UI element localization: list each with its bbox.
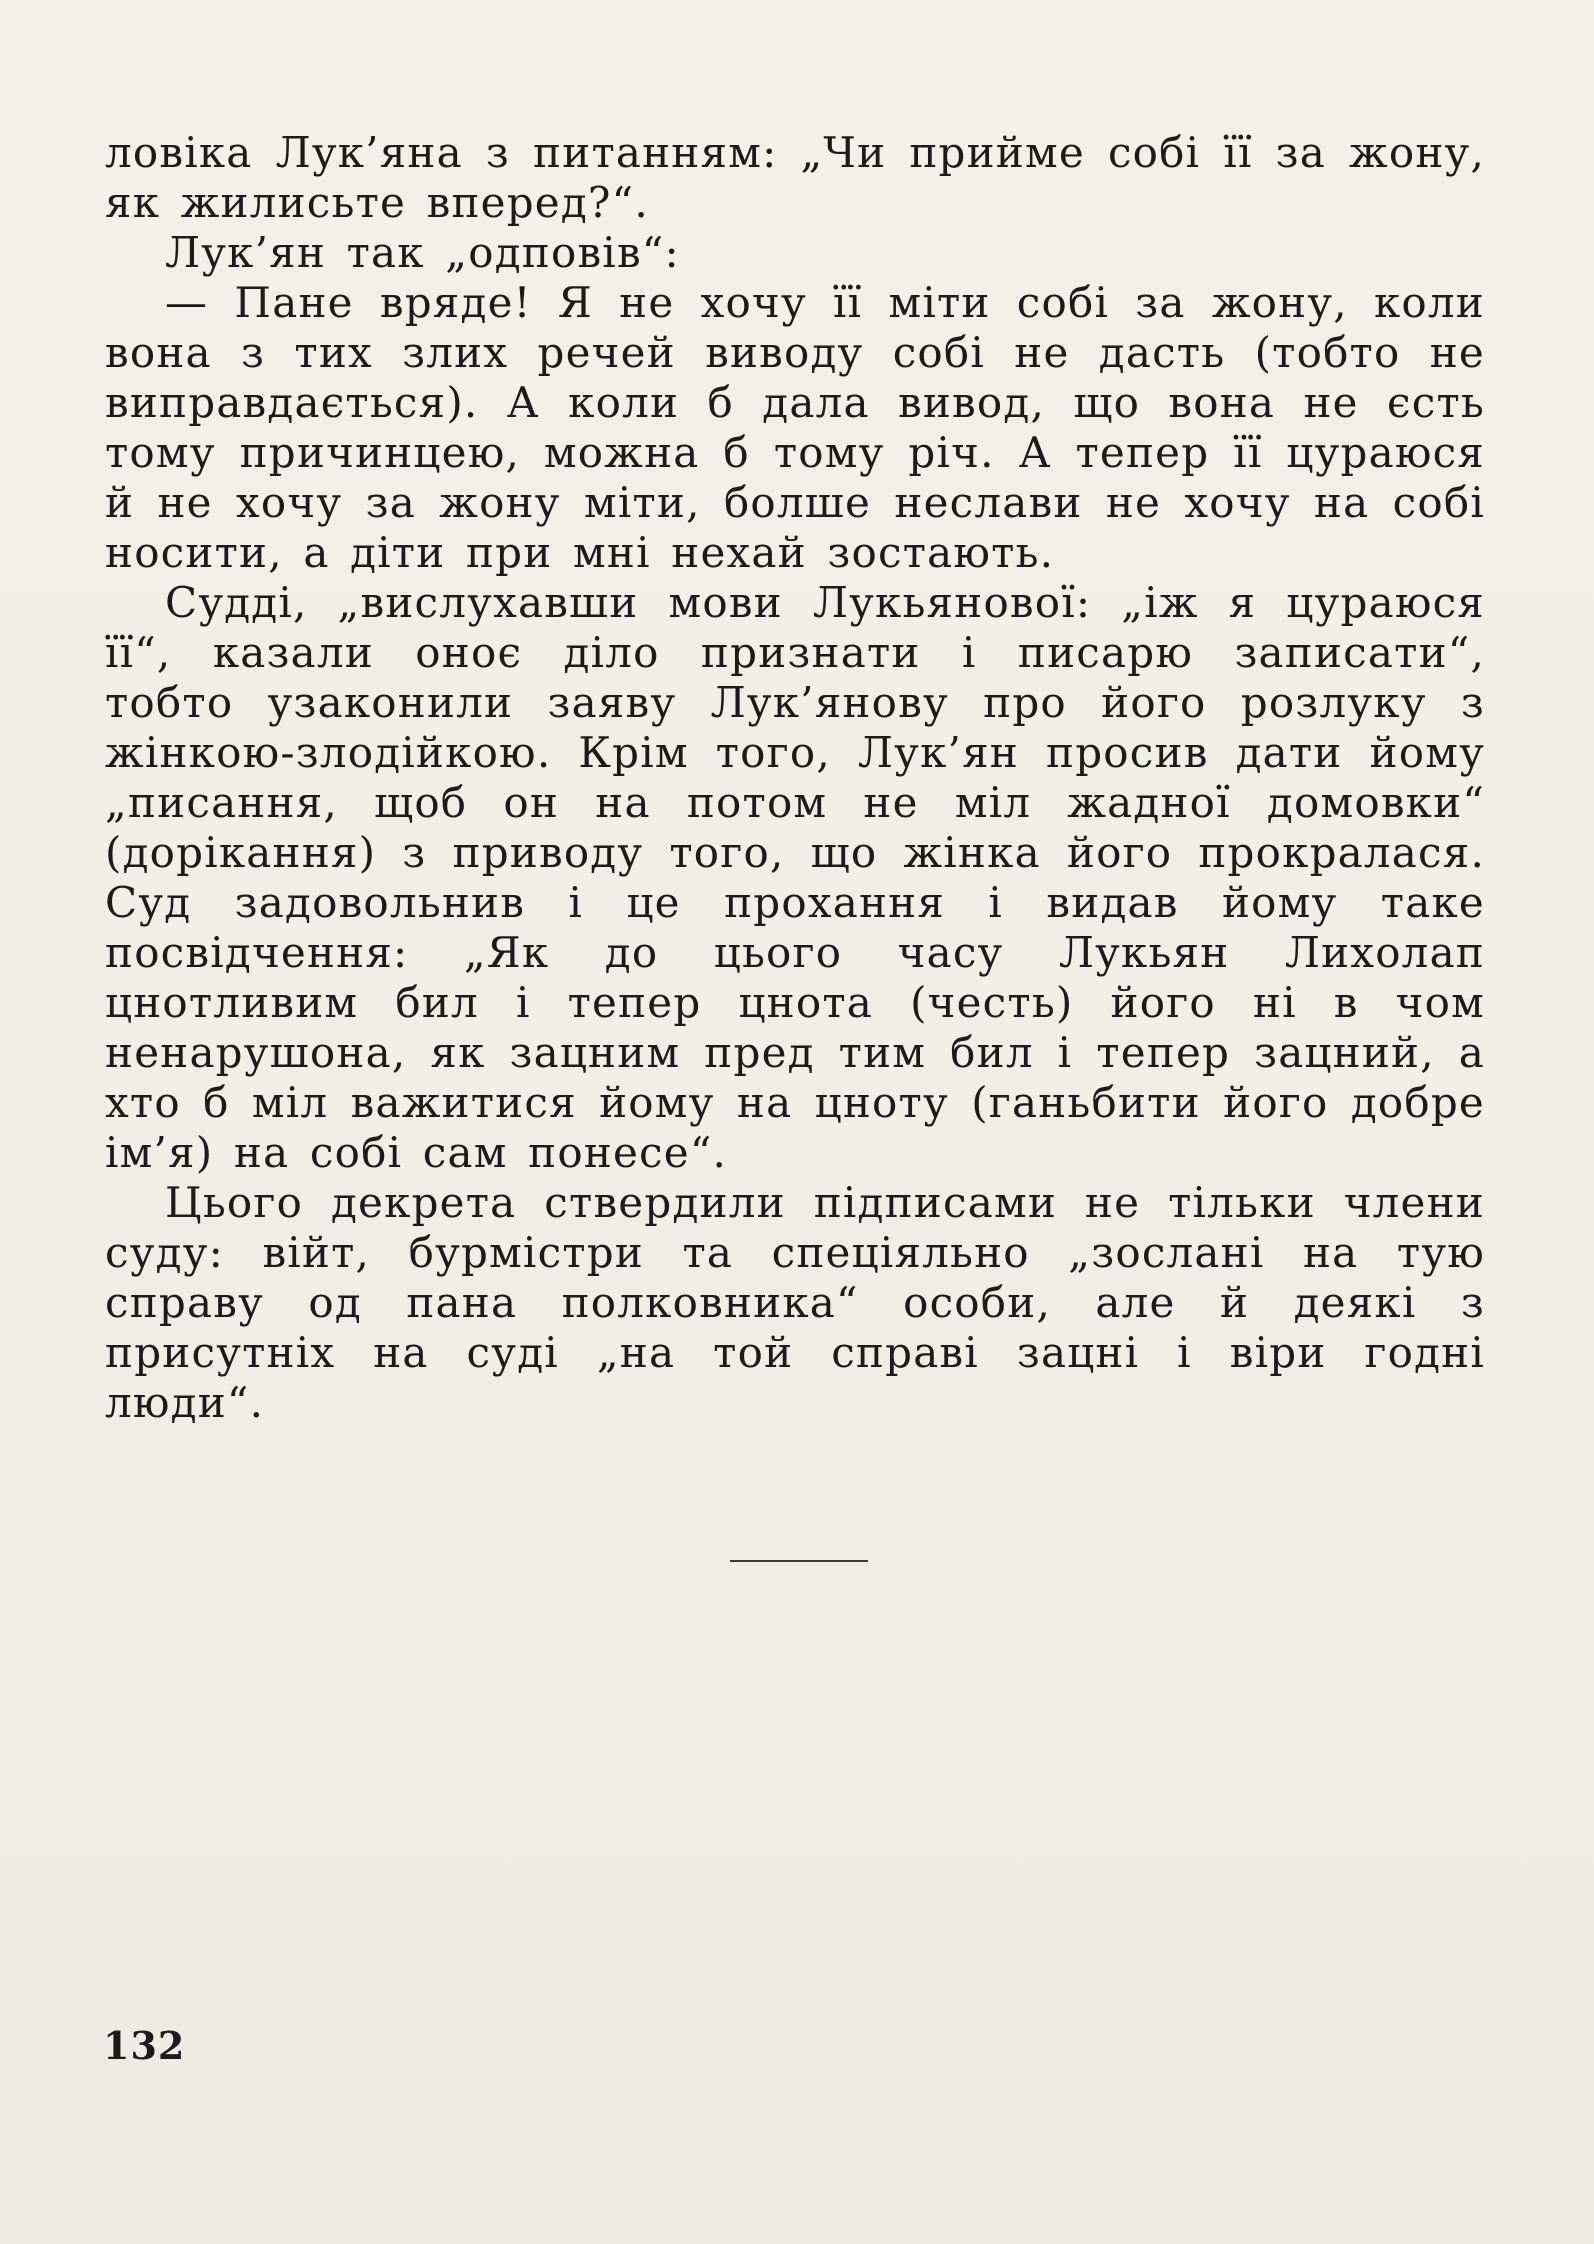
body-text — [105, 128, 1485, 1428]
page-number: 132 — [103, 2023, 186, 2068]
paragraph: Цього декрета ствердили підписами не тільки члени суду: війт, бурмістри та спеціяльно „зослані на тую справу од пана полковника“ особи, але й деякі з присутніх на суді „на той справі зацні і віри годні люди“. — [105, 1178, 1485, 1427]
paragraph: — Пане вряде! Я не хочу її міти собі за жону, коли вона з тих злих речей виводу собі не дасть (тобто не виправдається). А коли б дала вивод, що вона не єсть тому причинцею, можна б тому річ. А тепер її цураюся й не хочу за жону міти, болше неслави не хочу на собі носити, а діти при мні нехай зостають. — [105, 278, 1485, 577]
paragraph: Лук’ян так „одповів“: — [165, 228, 680, 277]
section-divider — [730, 1560, 868, 1562]
paragraph: Судді, „вислухавши мови Лукьянової: „іж я цураюся її“, казали оноє діло признати і писарю записати“, тобто узаконили заяву Лук’янову про його розлуку з жінкою-злодійкою. Крім того, Лук’ян просив дати йому „писання, щоб он на потом не міл жадної домовки“ (дорікання) з приводу того, що жінка його прокралася. Суд задовольнив і це прохання і видав йому таке посвідчення: „Як до цього часу Лукьян Лихолап цнотливим бил і тепер цнота (честь) його ні в чом ненарушона, як зацним пред тим бил і тепер зацний, а хто б міл важитися йому на цноту (ганьбити його добре ім’я) на собі сам понесе“. — [105, 578, 1485, 1177]
paragraph: ловіка Лук’яна з питанням: „Чи прийме собі її за жону, як жилисьте вперед?“. — [105, 128, 1485, 227]
